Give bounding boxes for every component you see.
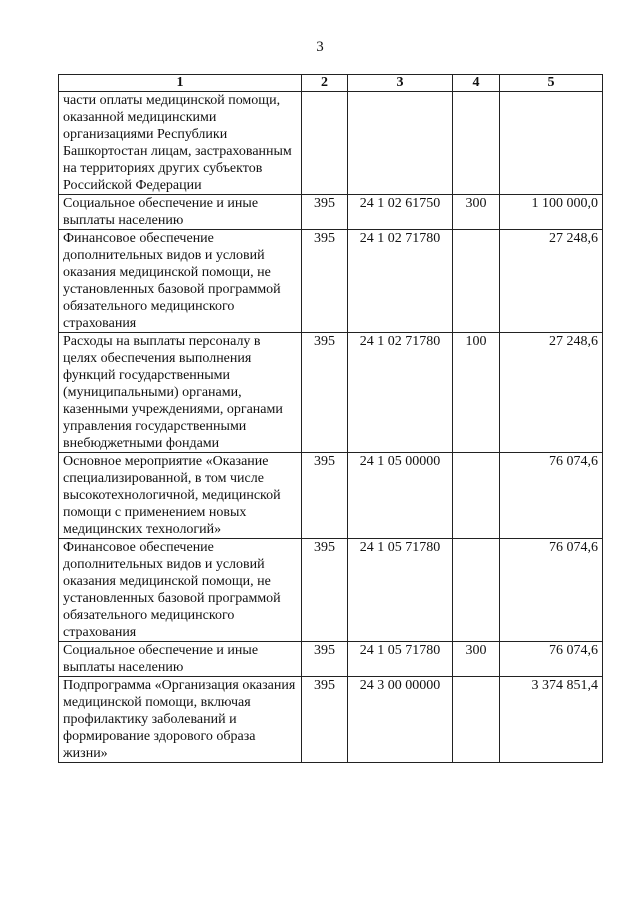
header-col-5: 5 [500, 75, 603, 92]
header-col-2: 2 [302, 75, 348, 92]
table-row [59, 230, 603, 333]
row-name: Социальное обеспечение и иные выплаты населению [59, 642, 302, 677]
row-vr [453, 539, 500, 642]
table-row [59, 92, 603, 195]
table-row [59, 677, 603, 763]
table-row [59, 453, 603, 539]
page-number: 3 [316, 39, 324, 55]
row-csr: 24 1 05 00000 [348, 453, 453, 539]
row-code [302, 92, 348, 195]
row-amount: 76 074,6 [500, 453, 603, 539]
row-csr: 24 3 00 00000 [348, 677, 453, 763]
row-name: Подпрограмма «Организация оказания медицинской помощи, включая профилактику заболеваний и формирование здорового образа жизни» [59, 677, 302, 763]
row-code: 395 [302, 195, 348, 230]
row-amount: 27 248,6 [500, 333, 603, 453]
row-name: Финансовое обеспечение дополнительных видов и условий оказания медицинской помощи, не установленных базовой программой обязательного медицинского страхования [59, 539, 302, 642]
table-row [59, 539, 603, 642]
row-csr: 24 1 05 71780 [348, 642, 453, 677]
row-name: Расходы на выплаты персоналу в целях обеспечения выполнения функций государственными (муниципальными) органами, казенными учреждениями, органами управления государственными внебюджетными фондами [59, 333, 302, 453]
header-col-4: 4 [453, 75, 500, 92]
table-row [59, 195, 603, 230]
row-vr: 100 [453, 333, 500, 453]
row-code: 395 [302, 333, 348, 453]
budget-table [58, 74, 603, 763]
row-csr: 24 1 02 71780 [348, 333, 453, 453]
header-col-1: 1 [59, 75, 302, 92]
row-amount: 76 074,6 [500, 539, 603, 642]
table-header-row [59, 75, 603, 92]
row-amount: 1 100 000,0 [500, 195, 603, 230]
row-csr: 24 1 02 61750 [348, 195, 453, 230]
row-amount: 27 248,6 [500, 230, 603, 333]
table-row [59, 642, 603, 677]
row-amount: 76 074,6 [500, 642, 603, 677]
row-name: Социальное обеспечение и иные выплаты населению [59, 195, 302, 230]
row-vr [453, 453, 500, 539]
row-vr [453, 92, 500, 195]
row-vr [453, 230, 500, 333]
row-name: части оплаты медицинской помощи, оказанной медицинскими организациями Республики Башкортостан лицам, застрахованным на территориях других субъектов Российской Федерации [59, 92, 302, 195]
row-csr: 24 1 05 71780 [348, 539, 453, 642]
row-csr: 24 1 02 71780 [348, 230, 453, 333]
row-code: 395 [302, 453, 348, 539]
row-name: Основное мероприятие «Оказание специализированной, в том числе высокотехнологичной, медицинской помощи с применением новых медицинских технологий» [59, 453, 302, 539]
row-vr [453, 677, 500, 763]
row-amount [500, 92, 603, 195]
row-amount: 3 374 851,4 [500, 677, 603, 763]
row-vr: 300 [453, 195, 500, 230]
row-code: 395 [302, 677, 348, 763]
row-vr: 300 [453, 642, 500, 677]
row-code: 395 [302, 642, 348, 677]
header-col-3: 3 [348, 75, 453, 92]
table-row [59, 333, 603, 453]
row-code: 395 [302, 539, 348, 642]
row-csr [348, 92, 453, 195]
row-code: 395 [302, 230, 348, 333]
row-name: Финансовое обеспечение дополнительных видов и условий оказания медицинской помощи, не установленных базовой программой обязательного медицинского страхования [59, 230, 302, 333]
